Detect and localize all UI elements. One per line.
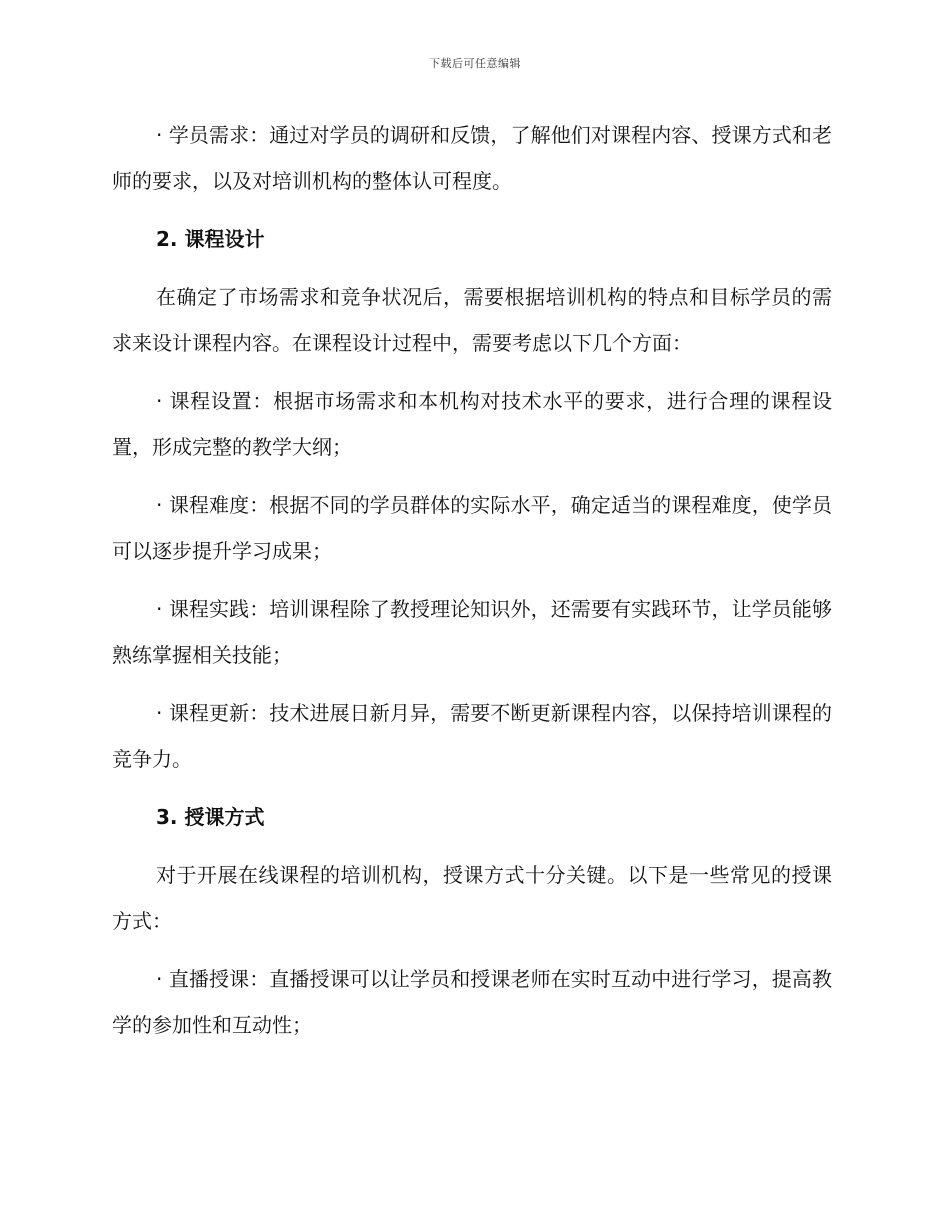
section-heading-course-design: 2. 课程设计 xyxy=(156,227,265,251)
bullet-course-setup: · 课程设置：根据市场需求和本机构对技术水平的要求，进行合理的课程设置，形成完整的教学大纲； xyxy=(112,389,832,459)
paragraph-course-design-intro: 在确定了市场需求和竞争状况后，需要根据培训机构的特点和目标学员的需求来设计课程内容。在课程设计过程中，需要考虑以下几个方面： xyxy=(112,285,832,355)
bullet-course-practice: · 课程实践：培训课程除了教授理论知识外，还需要有实践环节，让学员能够熟练掌握相关技能； xyxy=(112,597,832,667)
paragraph-teaching-method-intro: 对于开展在线课程的培训机构，授课方式十分关键。以下是一些常见的授课方式： xyxy=(112,863,832,933)
page-header: 下载后可任意编辑 xyxy=(429,57,521,70)
bullet-student-needs: · 学员需求：通过对学员的调研和反馈，了解他们对课程内容、授课方式和老师的要求，以及对培训机构的整体认可程度。 xyxy=(112,123,832,193)
bullet-live-teaching: · 直播授课：直播授课可以让学员和授课老师在实时互动中进行学习，提高教学的参加性和互动性； xyxy=(112,967,832,1037)
document-body xyxy=(112,112,832,1060)
section-heading-teaching-method: 3. 授课方式 xyxy=(156,805,265,829)
bullet-course-update: · 课程更新：技术进展日新月异，需要不断更新课程内容，以保持培训课程的竞争力。 xyxy=(112,701,832,771)
bullet-course-difficulty: · 课程难度：根据不同的学员群体的实际水平，确定适当的课程难度，使学员可以逐步提升学习成果； xyxy=(112,493,832,563)
